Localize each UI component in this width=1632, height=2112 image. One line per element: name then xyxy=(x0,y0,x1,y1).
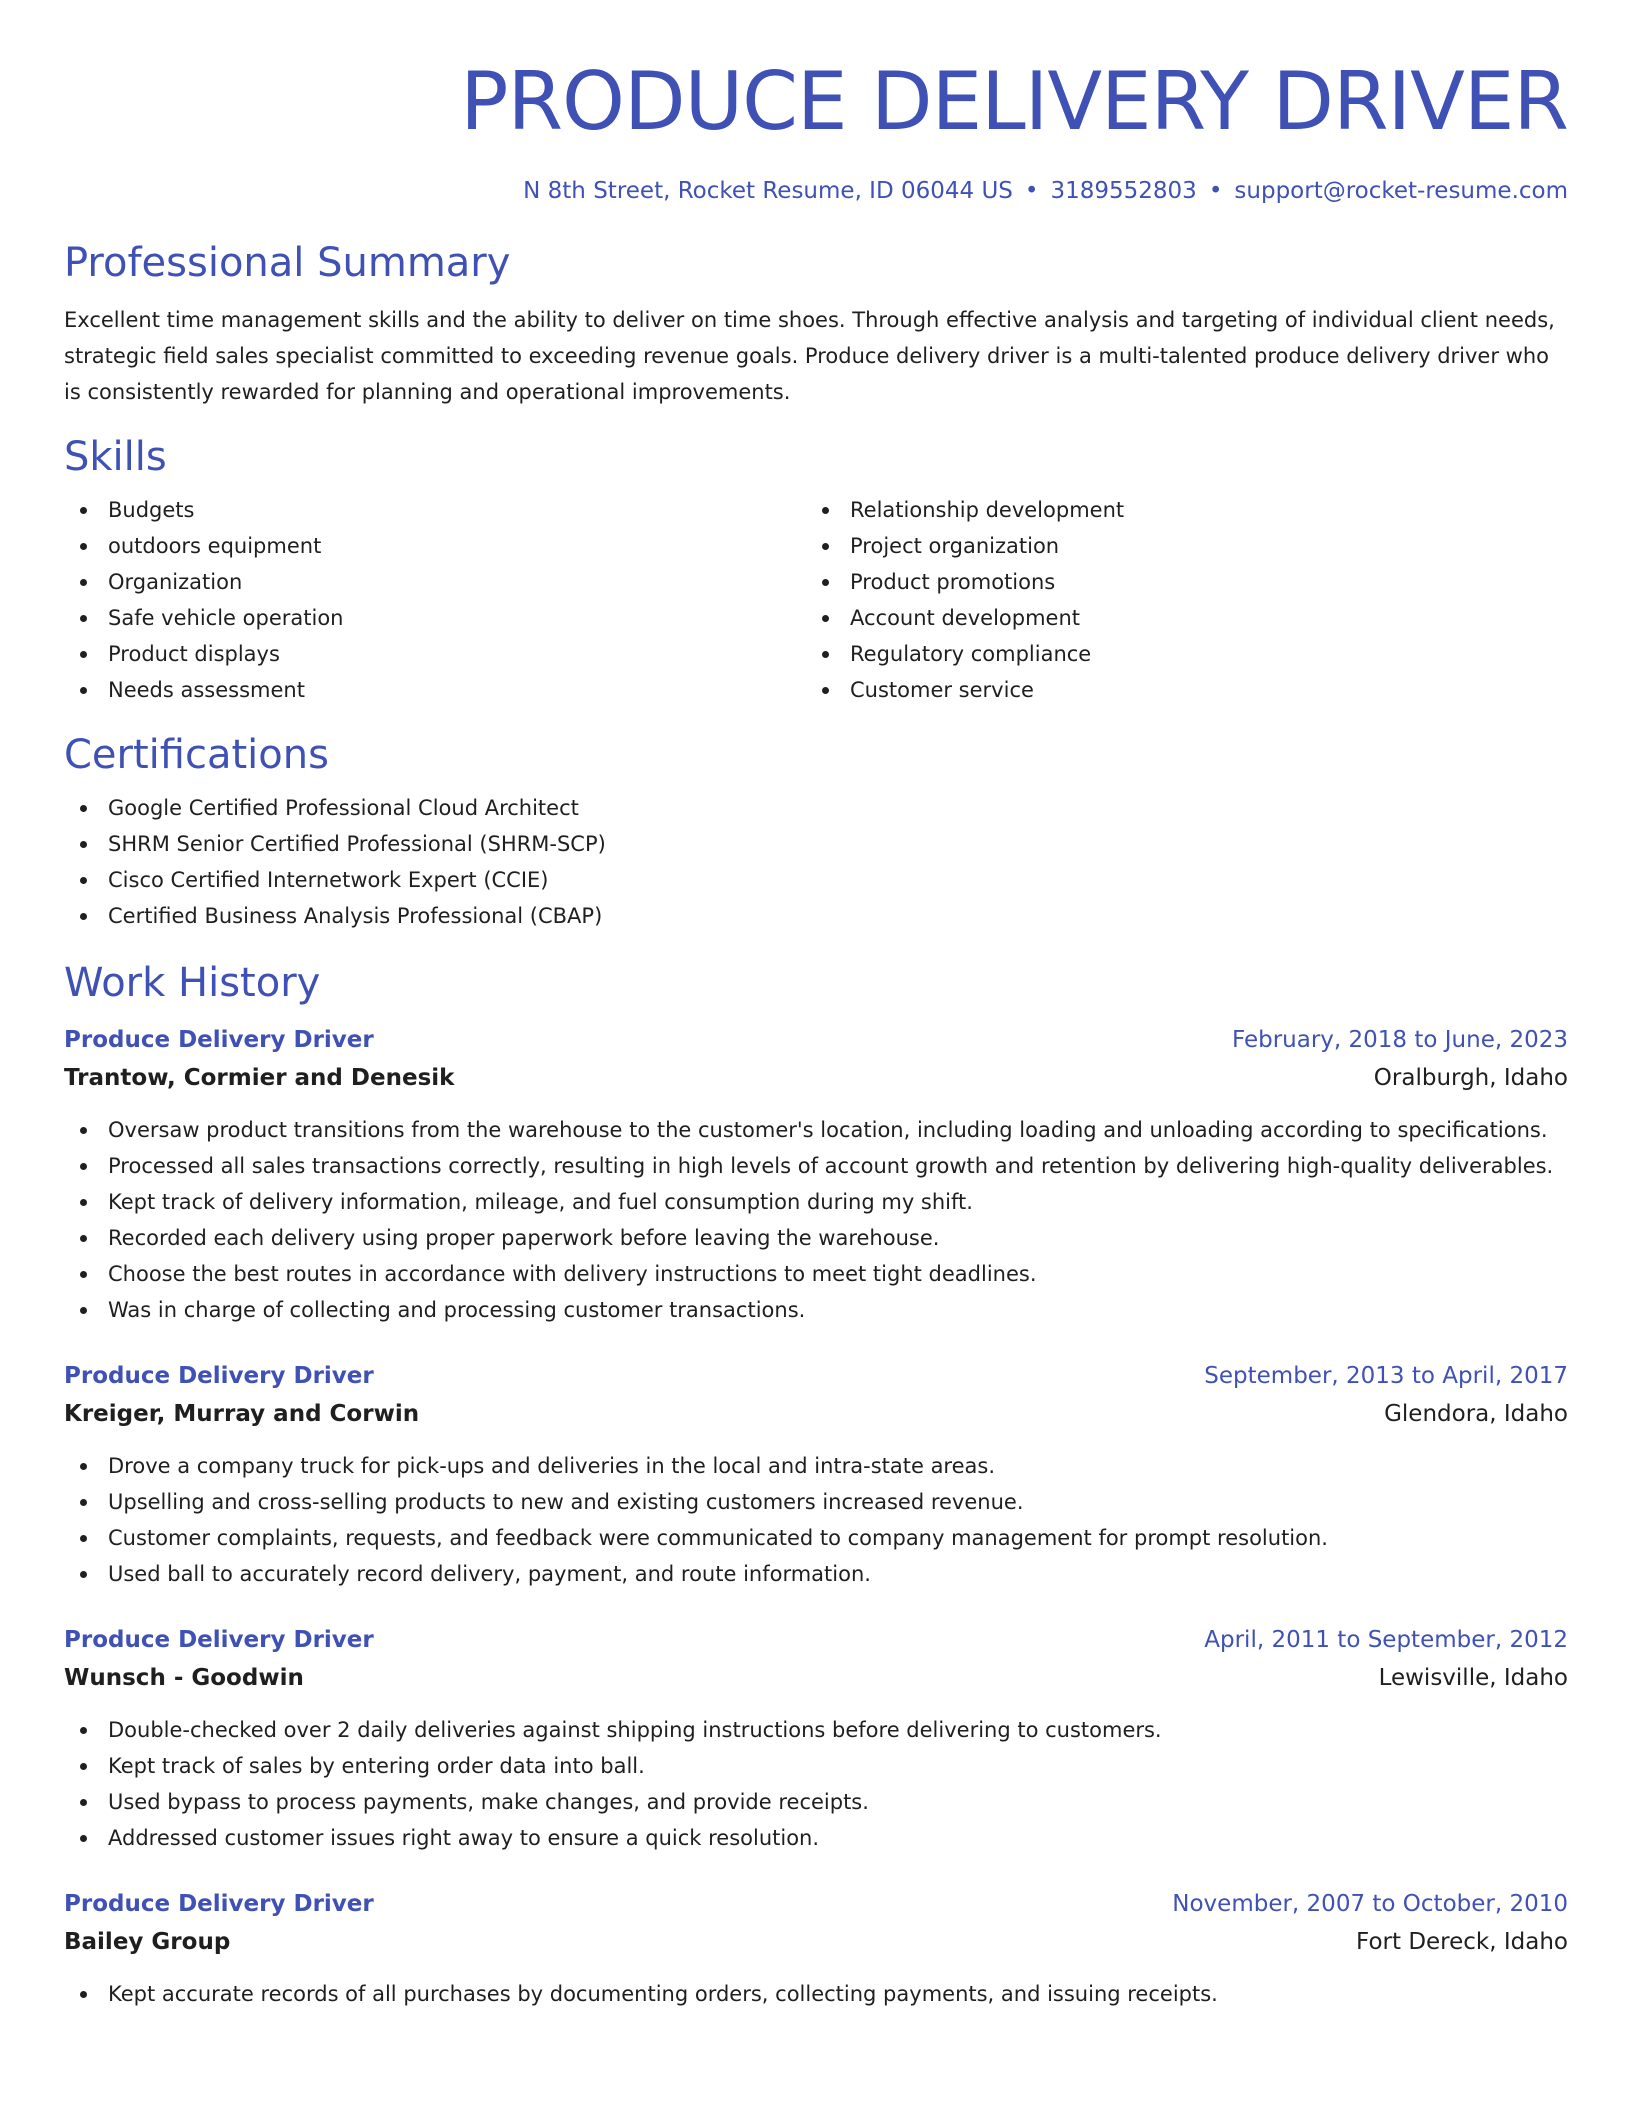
job-duty-text: Double-checked over 2 daily deliveries against shipping instructions before delivering to customers. xyxy=(108,1718,1162,1742)
job-dates: April, 2011 to September, 2012 xyxy=(1204,1627,1568,1653)
skill-text: Budgets xyxy=(108,498,195,522)
job-location: Glendora, Idaho xyxy=(1384,1401,1568,1427)
skill-item xyxy=(64,564,806,600)
skill-item xyxy=(806,600,1548,636)
skill-text: Project organization xyxy=(850,534,1060,558)
contact-address: N 8th Street, Rocket Resume, ID 06044 US xyxy=(523,178,1013,204)
bullet-icon xyxy=(822,687,829,694)
bullet-icon xyxy=(80,1127,87,1134)
skills-grid xyxy=(64,492,1568,708)
job-duty-text: Customer complaints, requests, and feedback were communicated to company management for prompt resolution. xyxy=(108,1526,1328,1550)
bullet-icon xyxy=(80,1835,87,1842)
job-duty-item xyxy=(64,1112,1568,1148)
bullet-icon xyxy=(80,1199,87,1206)
bullet-icon xyxy=(80,1571,87,1578)
job-duties-list xyxy=(64,1448,1568,1592)
job-location: Fort Dereck, Idaho xyxy=(1356,1929,1568,1955)
job-title: Produce Delivery Driver xyxy=(64,1891,374,1917)
bullet-icon xyxy=(80,1535,87,1542)
skill-item xyxy=(64,492,806,528)
skill-item xyxy=(64,636,806,672)
job-company: Wunsch - Goodwin xyxy=(64,1665,304,1691)
skill-item xyxy=(806,564,1548,600)
bullet-icon xyxy=(80,507,87,514)
certification-text: Google Certified Professional Cloud Architect xyxy=(108,796,579,820)
work-history-section-title: Work History xyxy=(64,960,321,1006)
skill-item xyxy=(64,672,806,708)
job-entry xyxy=(64,1022,1568,1328)
bullet-icon xyxy=(822,543,829,550)
contact-email: support@rocket-resume.com xyxy=(1234,178,1568,204)
contact-phone: 3189552803 xyxy=(1050,178,1197,204)
skill-text: Organization xyxy=(108,570,243,594)
bullet-icon xyxy=(80,913,87,920)
job-duty-text: Kept track of delivery information, mileage, and fuel consumption during my shift. xyxy=(108,1190,973,1214)
job-location: Lewisville, Idaho xyxy=(1378,1665,1568,1691)
bullet-icon xyxy=(822,651,829,658)
job-company-row xyxy=(64,1394,1568,1434)
job-duty-item xyxy=(64,1520,1568,1556)
bullet-icon xyxy=(80,1463,87,1470)
skill-text: Relationship development xyxy=(850,498,1125,522)
bullet-icon xyxy=(80,1763,87,1770)
bullet-icon xyxy=(822,507,829,514)
job-duty-text: Drove a company truck for pick-ups and deliveries in the local and intra-state areas. xyxy=(108,1454,996,1478)
job-duty-item xyxy=(64,1148,1568,1184)
job-duty-item xyxy=(64,1484,1568,1520)
bullet-icon xyxy=(80,1163,87,1170)
skill-text: Customer service xyxy=(850,678,1034,702)
certification-item xyxy=(64,862,1568,898)
bullet-icon xyxy=(80,1799,87,1806)
job-dates: November, 2007 to October, 2010 xyxy=(1172,1891,1568,1917)
job-duty-item xyxy=(64,1184,1568,1220)
skill-item xyxy=(806,672,1548,708)
certification-item xyxy=(64,826,1568,862)
skill-item xyxy=(64,600,806,636)
certifications-section-title: Certifications xyxy=(64,732,329,778)
skill-text: Product promotions xyxy=(850,570,1056,594)
job-duty-item xyxy=(64,1448,1568,1484)
job-title: Produce Delivery Driver xyxy=(64,1627,374,1653)
certification-text: SHRM Senior Certified Professional (SHRM-SCP) xyxy=(108,832,606,856)
job-duty-item xyxy=(64,1976,1568,2012)
bullet-icon xyxy=(822,615,829,622)
job-duty-text: Recorded each delivery using proper paperwork before leaving the warehouse. xyxy=(108,1226,940,1250)
summary-section-title: Professional Summary xyxy=(64,240,511,286)
job-entry xyxy=(64,1622,1568,1856)
bullet-icon xyxy=(80,615,87,622)
skill-text: Safe vehicle operation xyxy=(108,606,344,630)
skills-list-left xyxy=(64,492,806,708)
job-duty-text: Choose the best routes in accordance with delivery instructions to meet tight deadlines. xyxy=(108,1262,1037,1286)
job-location: Oralburgh, Idaho xyxy=(1373,1065,1568,1091)
job-duties-list xyxy=(64,1976,1568,2012)
skill-item xyxy=(64,528,806,564)
skill-item xyxy=(806,492,1548,528)
job-duties-list xyxy=(64,1112,1568,1328)
job-company: Bailey Group xyxy=(64,1929,231,1955)
bullet-icon xyxy=(80,543,87,550)
job-duty-item xyxy=(64,1220,1568,1256)
job-duty-item xyxy=(64,1820,1568,1856)
bullet-icon xyxy=(80,651,87,658)
job-dates: September, 2013 to April, 2017 xyxy=(1204,1363,1568,1389)
bullet-icon xyxy=(80,1271,87,1278)
contact-separator: • xyxy=(1208,178,1223,204)
job-duty-text: Upselling and cross-selling products to new and existing customers increased revenue. xyxy=(108,1490,1024,1514)
job-company: Kreiger, Murray and Corwin xyxy=(64,1401,420,1427)
job-header-row xyxy=(64,1622,1568,1658)
job-dates: February, 2018 to June, 2023 xyxy=(1231,1027,1568,1053)
summary-text: Excellent time management skills and the ability to deliver on time shoes. Through effective analysis and targeting of individual client needs, strategic field sales specialist committed to exceeding revenue goals. Produce delivery driver is a multi-talented produce delivery driver who is consistently rewarded for planning and operational improvements. xyxy=(64,308,1555,404)
job-entry xyxy=(64,1358,1568,1592)
resume-name-heading: PRODUCE DELIVERY DRIVER xyxy=(460,55,1568,148)
certification-text: Cisco Certified Internetwork Expert (CCIE) xyxy=(108,868,549,892)
skill-text: outdoors equipment xyxy=(108,534,322,558)
job-duty-item xyxy=(64,1292,1568,1328)
resume-page xyxy=(64,0,1568,2012)
bullet-icon xyxy=(80,1991,87,1998)
bullet-icon xyxy=(80,877,87,884)
skills-list-right xyxy=(806,492,1548,708)
bullet-icon xyxy=(80,1499,87,1506)
job-duty-item xyxy=(64,1784,1568,1820)
job-duty-text: Oversaw product transitions from the warehouse to the customer's location, including loading and unloading according to specifications. xyxy=(108,1118,1548,1142)
job-duty-item xyxy=(64,1712,1568,1748)
skills-section-title: Skills xyxy=(64,434,167,480)
skill-text: Account development xyxy=(850,606,1080,630)
job-duty-item xyxy=(64,1556,1568,1592)
job-company-row xyxy=(64,1922,1568,1962)
skill-text: Regulatory compliance xyxy=(850,642,1092,666)
job-duties-list xyxy=(64,1712,1568,1856)
job-header-row xyxy=(64,1886,1568,1922)
certification-item xyxy=(64,898,1568,934)
job-duty-text: Kept track of sales by entering order data into ball. xyxy=(108,1754,645,1778)
job-title: Produce Delivery Driver xyxy=(64,1027,374,1053)
contact-separator: • xyxy=(1024,178,1039,204)
certification-item xyxy=(64,790,1568,826)
certification-text: Certified Business Analysis Professional (CBAP) xyxy=(108,904,603,928)
job-duty-item xyxy=(64,1256,1568,1292)
bullet-icon xyxy=(80,841,87,848)
job-company-row xyxy=(64,1658,1568,1698)
contact-line xyxy=(64,176,1568,206)
certifications-list xyxy=(64,790,1568,934)
skill-text: Needs assessment xyxy=(108,678,305,702)
job-duty-text: Used ball to accurately record delivery, payment, and route information. xyxy=(108,1562,871,1586)
bullet-icon xyxy=(822,579,829,586)
job-company-row xyxy=(64,1058,1568,1098)
job-header-row xyxy=(64,1358,1568,1394)
skill-text: Product displays xyxy=(108,642,280,666)
job-duty-text: Kept accurate records of all purchases by documenting orders, collecting payments, and issuing receipts. xyxy=(108,1982,1218,2006)
job-duty-text: Processed all sales transactions correctly, resulting in high levels of account growth and retention by delivering high-quality deliverables. xyxy=(108,1154,1554,1178)
bullet-icon xyxy=(80,1727,87,1734)
bullet-icon xyxy=(80,1307,87,1314)
job-duty-text: Used bypass to process payments, make changes, and provide receipts. xyxy=(108,1790,869,1814)
bullet-icon xyxy=(80,687,87,694)
skill-item xyxy=(806,636,1548,672)
bullet-icon xyxy=(80,805,87,812)
job-duty-text: Was in charge of collecting and processing customer transactions. xyxy=(108,1298,806,1322)
job-header-row xyxy=(64,1022,1568,1058)
job-duty-item xyxy=(64,1748,1568,1784)
job-title: Produce Delivery Driver xyxy=(64,1363,374,1389)
job-duty-text: Addressed customer issues right away to ensure a quick resolution. xyxy=(108,1826,820,1850)
bullet-icon xyxy=(80,579,87,586)
skill-item xyxy=(806,528,1548,564)
job-entry xyxy=(64,1886,1568,2012)
bullet-icon xyxy=(80,1235,87,1242)
job-company: Trantow, Cormier and Denesik xyxy=(64,1065,455,1091)
